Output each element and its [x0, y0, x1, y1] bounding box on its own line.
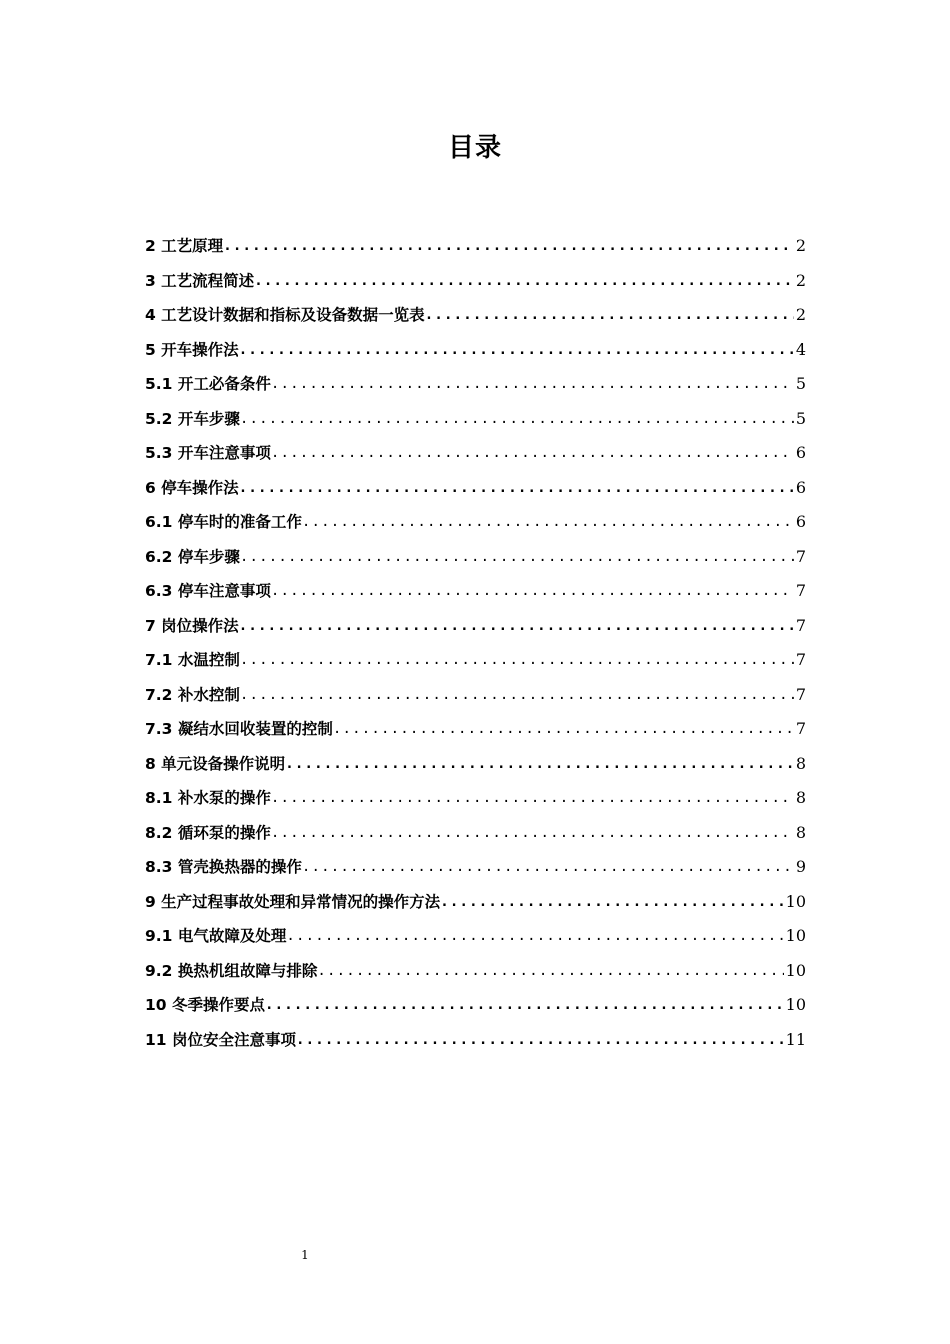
- toc-entry-label: 6.1 停车时的准备工作: [145, 513, 302, 531]
- toc-leader-dots: [271, 367, 794, 402]
- toc-entry[interactable]: [145, 747, 806, 782]
- toc-leader-dots: [271, 436, 794, 471]
- toc-entry[interactable]: [145, 264, 806, 299]
- toc-entry-label: 9.1 电气故障及处理: [145, 927, 287, 945]
- toc-leader-dots: [240, 402, 794, 437]
- toc-entry-page: 2: [795, 270, 806, 290]
- toc-entry[interactable]: [145, 471, 806, 506]
- table-of-contents: [145, 229, 806, 1057]
- toc-entry[interactable]: [145, 850, 806, 885]
- toc-entry[interactable]: [145, 1023, 806, 1058]
- toc-entry[interactable]: [145, 643, 806, 678]
- toc-entry-label: 3 工艺流程简述: [145, 271, 255, 290]
- toc-entry-page: 8: [795, 788, 806, 807]
- toc-leader-dots: [302, 505, 794, 540]
- toc-leader-dots: [254, 264, 794, 299]
- toc-entry-label: 11 岗位安全注意事项: [145, 1030, 296, 1049]
- toc-leader-dots: [271, 781, 794, 816]
- toc-leader-dots: [317, 954, 783, 989]
- toc-leader-dots: [239, 471, 794, 506]
- toc-entry-page: 10: [785, 995, 806, 1014]
- toc-leader-dots: [239, 333, 794, 368]
- toc-entry[interactable]: [145, 919, 806, 954]
- toc-leader-dots: [333, 712, 794, 747]
- toc-entry-page: 2: [795, 236, 806, 255]
- toc-entry-page: 7: [795, 650, 806, 669]
- toc-entry-page: 2: [795, 305, 806, 324]
- toc-leader-dots: [265, 988, 784, 1023]
- toc-entry-label: 7 岗位操作法: [145, 616, 239, 635]
- toc-entry[interactable]: [145, 609, 806, 644]
- toc-entry-label: 7.3 凝结水回收装置的控制: [145, 720, 333, 738]
- toc-entry[interactable]: [145, 988, 806, 1023]
- toc-entry-page: 6: [795, 512, 806, 531]
- toc-entry-page: 8: [795, 753, 806, 773]
- page-title: 目录: [447, 133, 502, 163]
- toc-leader-dots: [286, 919, 783, 954]
- toc-entry-label: 6.2 停车步骤: [145, 547, 240, 566]
- toc-leader-dots: [271, 816, 794, 851]
- toc-entry-page: 8: [795, 822, 806, 842]
- toc-leader-dots: [223, 229, 794, 264]
- toc-entry-page: 4: [795, 339, 806, 359]
- toc-entry[interactable]: [145, 436, 806, 471]
- toc-entry-page: 7: [795, 581, 806, 600]
- toc-entry-label: 4 工艺设计数据和指标及设备数据一览表: [145, 306, 425, 324]
- toc-entry-page: 7: [795, 546, 806, 566]
- toc-leader-dots: [296, 1023, 784, 1058]
- toc-leader-dots: [240, 540, 794, 575]
- toc-entry[interactable]: [145, 229, 806, 264]
- toc-entry[interactable]: [145, 954, 806, 989]
- toc-entry-label: 8.1 补水泵的操作: [145, 789, 271, 807]
- toc-entry-page: 10: [785, 926, 806, 945]
- toc-entry[interactable]: [145, 574, 806, 609]
- toc-entry-page: 7: [795, 615, 806, 635]
- toc-entry-page: 5: [795, 374, 806, 393]
- toc-entry[interactable]: [145, 505, 806, 540]
- toc-entry-label: 5.3 开车注意事项: [145, 444, 271, 462]
- toc-entry-page: 7: [795, 719, 806, 738]
- toc-entry-label: 7.2 补水控制: [145, 685, 240, 704]
- toc-entry[interactable]: [145, 298, 806, 333]
- page-number: 1: [301, 1248, 309, 1262]
- toc-entry-page: 9: [795, 857, 806, 876]
- toc-entry-label: 10 冬季操作要点: [145, 996, 265, 1014]
- toc-entry-label: 6 停车操作法: [145, 478, 239, 497]
- toc-entry-label: 5.1 开工必备条件: [145, 375, 271, 393]
- toc-entry-page: 11: [785, 1029, 806, 1049]
- toc-entry-page: 6: [795, 477, 806, 497]
- toc-entry-label: 9.2 换热机组故障与排除: [145, 961, 318, 980]
- toc-entry[interactable]: [145, 540, 806, 575]
- toc-leader-dots: [440, 885, 783, 920]
- toc-entry[interactable]: [145, 781, 806, 816]
- toc-entry-label: 9 生产过程事故处理和异常情况的操作方法: [145, 892, 441, 911]
- toc-leader-dots: [271, 574, 794, 609]
- toc-entry-label: 2 工艺原理: [145, 237, 224, 255]
- toc-entry-label: 8 单元设备操作说明: [145, 754, 286, 773]
- toc-entry[interactable]: [145, 712, 806, 747]
- toc-entry[interactable]: [145, 333, 806, 368]
- toc-entry-label: 8.3 管壳换热器的操作: [145, 858, 302, 876]
- toc-entry[interactable]: [145, 816, 806, 851]
- toc-leader-dots: [425, 298, 794, 333]
- toc-leader-dots: [240, 678, 794, 713]
- toc-entry-page: 7: [795, 684, 806, 704]
- toc-entry-page: 10: [785, 891, 806, 911]
- toc-entry-label: 5.2 开车步骤: [145, 409, 240, 428]
- toc-leader-dots: [302, 850, 794, 885]
- toc-entry[interactable]: [145, 402, 806, 437]
- toc-entry[interactable]: [145, 885, 806, 920]
- toc-entry-label: 7.1 水温控制: [145, 651, 240, 669]
- toc-entry[interactable]: [145, 367, 806, 402]
- toc-leader-dots: [240, 643, 794, 678]
- toc-entry-page: 6: [795, 443, 806, 462]
- toc-leader-dots: [239, 609, 794, 644]
- toc-entry-label: 8.2 循环泵的操作: [145, 823, 271, 842]
- toc-entry-page: 10: [785, 960, 806, 980]
- toc-entry-page: 5: [795, 408, 806, 428]
- toc-entry[interactable]: [145, 678, 806, 713]
- toc-leader-dots: [285, 747, 794, 782]
- toc-entry-label: 6.3 停车注意事项: [145, 582, 271, 600]
- toc-entry-label: 5 开车操作法: [145, 340, 239, 359]
